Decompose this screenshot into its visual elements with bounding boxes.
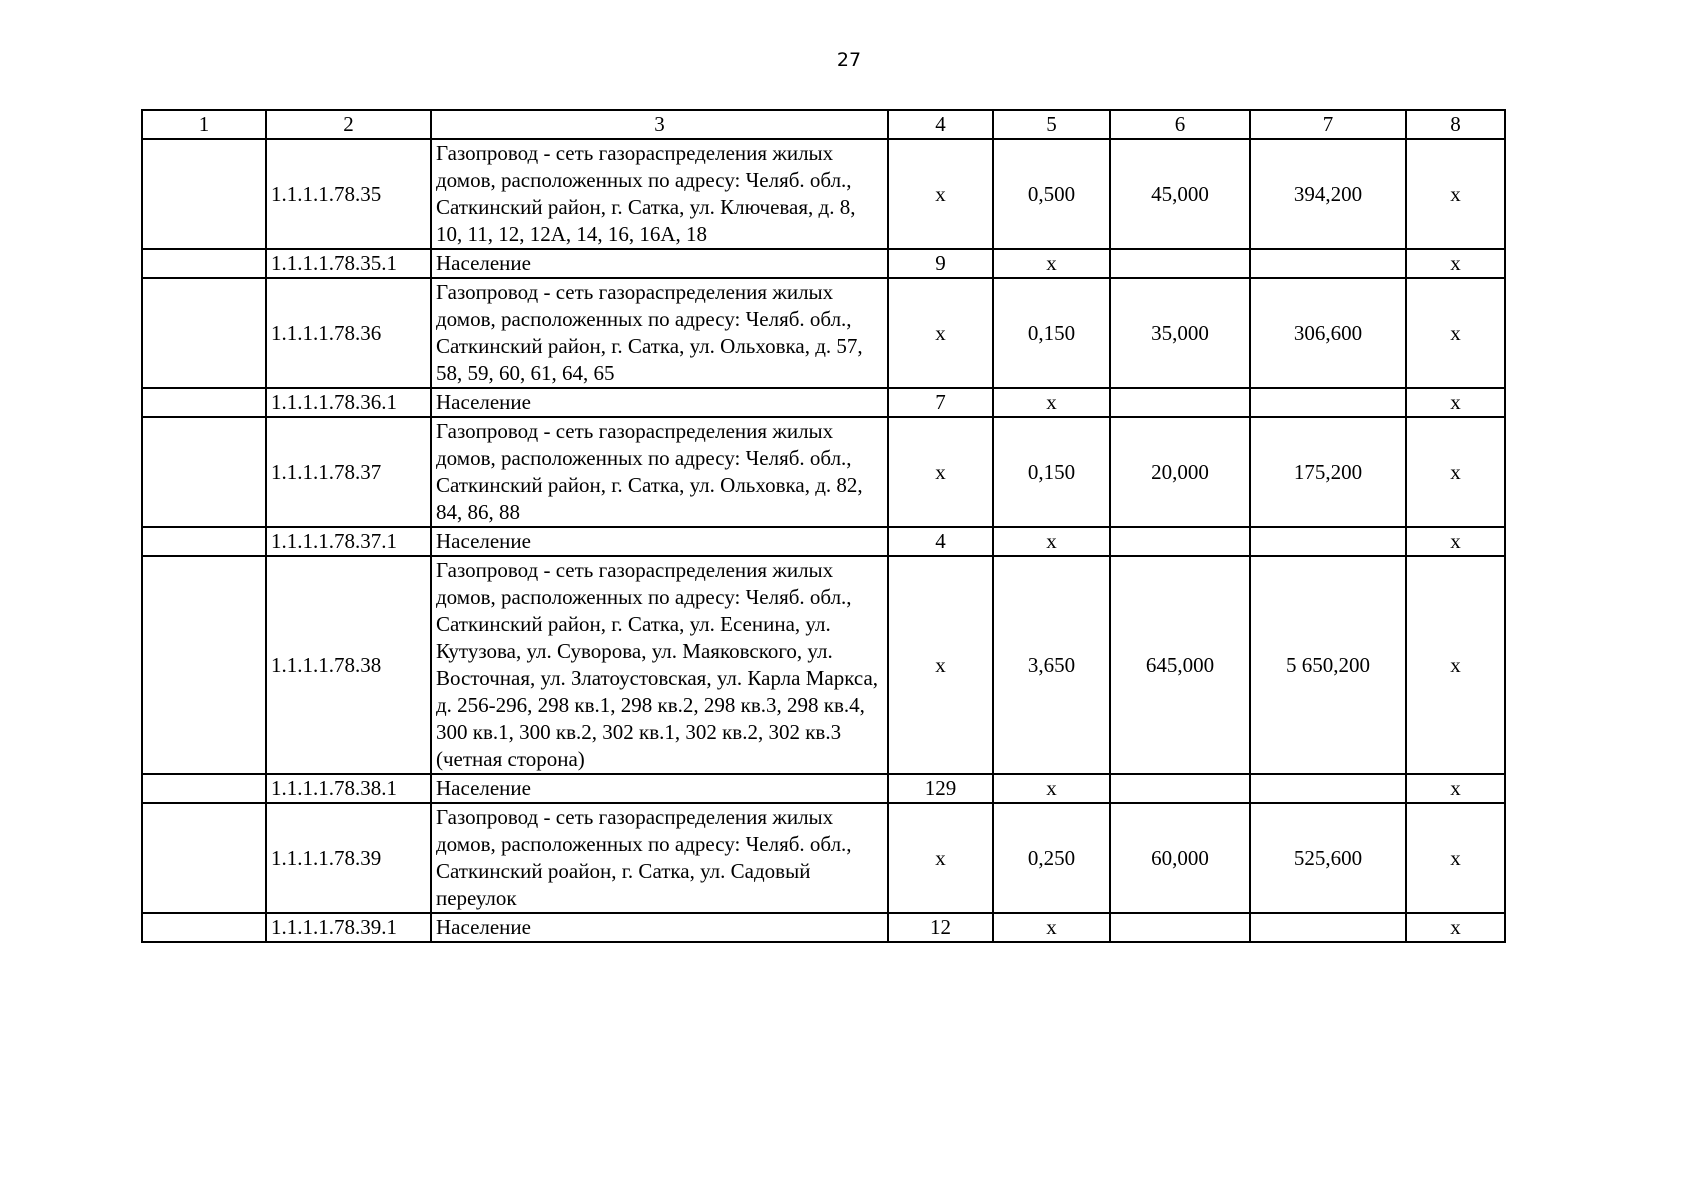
cell-description: Газопровод - сеть газораспределения жилых домов, расположенных по адресу: Челяб. обл., Саткинский район, г. Сатка, ул. Есенина, ул. Кутузова, ул. Суворова, ул. Маяковского, ул. Восточная, ул. Златоустовская, ул. Карла Маркса, д. 256-296, 298 кв.1, 298 кв.2, 298 кв.3, 298 кв.4, 300 кв.1, 300 кв.2, 302 кв.1, 302 кв.2, 302 кв.3 (четная сторона)	[431, 556, 888, 774]
cell-description: Газопровод - сеть газораспределения жилых домов, расположенных по адресу: Челяб. обл., Саткинский роайон, г. Сатка, ул. Садовый переулок	[431, 803, 888, 913]
data-table	[141, 109, 1506, 943]
cell-col8: x	[1406, 388, 1505, 417]
cell-col6	[1110, 388, 1250, 417]
cell-col8: x	[1406, 774, 1505, 803]
table-row	[142, 803, 1505, 913]
cell-col4: 12	[888, 913, 993, 942]
cell-col6: 645,000	[1110, 556, 1250, 774]
cell-col4: x	[888, 278, 993, 388]
cell-col4: x	[888, 139, 993, 249]
cell-code: 1.1.1.1.78.35	[266, 139, 431, 249]
cell-col6: 35,000	[1110, 278, 1250, 388]
table-row	[142, 774, 1505, 803]
cell-code: 1.1.1.1.78.37	[266, 417, 431, 527]
cell-col1	[142, 913, 266, 942]
cell-col4: x	[888, 556, 993, 774]
table-row	[142, 388, 1505, 417]
table-header-row	[142, 110, 1505, 139]
cell-col5: 0,500	[993, 139, 1110, 249]
cell-code: 1.1.1.1.78.35.1	[266, 249, 431, 278]
header-cell: 7	[1250, 110, 1406, 139]
cell-col4: x	[888, 417, 993, 527]
cell-description: Газопровод - сеть газораспределения жилых домов, расположенных по адресу: Челяб. обл., Саткинский район, г. Сатка, ул. Ольховка, д. 82, 84, 86, 88	[431, 417, 888, 527]
cell-description: Население	[431, 913, 888, 942]
cell-col4: 4	[888, 527, 993, 556]
cell-col4: 7	[888, 388, 993, 417]
cell-description: Население	[431, 527, 888, 556]
cell-col7	[1250, 913, 1406, 942]
cell-code: 1.1.1.1.78.37.1	[266, 527, 431, 556]
cell-col7: 525,600	[1250, 803, 1406, 913]
cell-col1	[142, 278, 266, 388]
cell-col7	[1250, 774, 1406, 803]
cell-col6	[1110, 527, 1250, 556]
cell-col8: x	[1406, 278, 1505, 388]
cell-col7: 5 650,200	[1250, 556, 1406, 774]
cell-col5: x	[993, 527, 1110, 556]
cell-col5: x	[993, 249, 1110, 278]
cell-col6: 45,000	[1110, 139, 1250, 249]
cell-description: Газопровод - сеть газораспределения жилых домов, расположенных по адресу: Челяб. обл., Саткинский район, г. Сатка, ул. Ключевая, д. 8, 10, 11, 12, 12А, 14, 16, 16А, 18	[431, 139, 888, 249]
table-row	[142, 556, 1505, 774]
table-row	[142, 527, 1505, 556]
cell-col8: x	[1406, 527, 1505, 556]
cell-col7	[1250, 527, 1406, 556]
cell-col4: 9	[888, 249, 993, 278]
cell-col1	[142, 139, 266, 249]
cell-code: 1.1.1.1.78.39	[266, 803, 431, 913]
cell-col8: x	[1406, 249, 1505, 278]
cell-code: 1.1.1.1.78.36.1	[266, 388, 431, 417]
cell-col7	[1250, 388, 1406, 417]
cell-col6: 20,000	[1110, 417, 1250, 527]
cell-col5: x	[993, 388, 1110, 417]
cell-code: 1.1.1.1.78.39.1	[266, 913, 431, 942]
table-row	[142, 139, 1505, 249]
cell-col1	[142, 417, 266, 527]
cell-col8: x	[1406, 139, 1505, 249]
header-cell: 2	[266, 110, 431, 139]
cell-col8: x	[1406, 803, 1505, 913]
cell-col6	[1110, 913, 1250, 942]
cell-col1	[142, 527, 266, 556]
cell-col7: 306,600	[1250, 278, 1406, 388]
cell-description: Население	[431, 388, 888, 417]
table-row	[142, 278, 1505, 388]
cell-col6	[1110, 249, 1250, 278]
cell-col1	[142, 388, 266, 417]
cell-col8: x	[1406, 417, 1505, 527]
table-row	[142, 417, 1505, 527]
cell-col4: x	[888, 803, 993, 913]
cell-col7: 394,200	[1250, 139, 1406, 249]
cell-col7	[1250, 249, 1406, 278]
cell-description: Население	[431, 249, 888, 278]
cell-col4: 129	[888, 774, 993, 803]
cell-col6: 60,000	[1110, 803, 1250, 913]
header-cell: 1	[142, 110, 266, 139]
cell-col5: 0,150	[993, 417, 1110, 527]
cell-col5: x	[993, 774, 1110, 803]
cell-col5: 0,150	[993, 278, 1110, 388]
header-cell: 3	[431, 110, 888, 139]
cell-col8: x	[1406, 913, 1505, 942]
cell-col7: 175,200	[1250, 417, 1406, 527]
table-row	[142, 249, 1505, 278]
cell-col1	[142, 249, 266, 278]
cell-col1	[142, 774, 266, 803]
header-cell: 4	[888, 110, 993, 139]
table-row	[142, 913, 1505, 942]
cell-code: 1.1.1.1.78.38	[266, 556, 431, 774]
header-cell: 5	[993, 110, 1110, 139]
cell-col8: x	[1406, 556, 1505, 774]
cell-code: 1.1.1.1.78.36	[266, 278, 431, 388]
cell-col1	[142, 803, 266, 913]
cell-col1	[142, 556, 266, 774]
cell-col5: 0,250	[993, 803, 1110, 913]
cell-col5: x	[993, 913, 1110, 942]
cell-description: Газопровод - сеть газораспределения жилых домов, расположенных по адресу: Челяб. обл., Саткинский район, г. Сатка, ул. Ольховка, д. 57, 58, 59, 60, 61, 64, 65	[431, 278, 888, 388]
header-cell: 8	[1406, 110, 1505, 139]
header-cell: 6	[1110, 110, 1250, 139]
cell-description: Население	[431, 774, 888, 803]
cell-code: 1.1.1.1.78.38.1	[266, 774, 431, 803]
cell-col6	[1110, 774, 1250, 803]
cell-col5: 3,650	[993, 556, 1110, 774]
page-number: 27	[836, 49, 862, 71]
